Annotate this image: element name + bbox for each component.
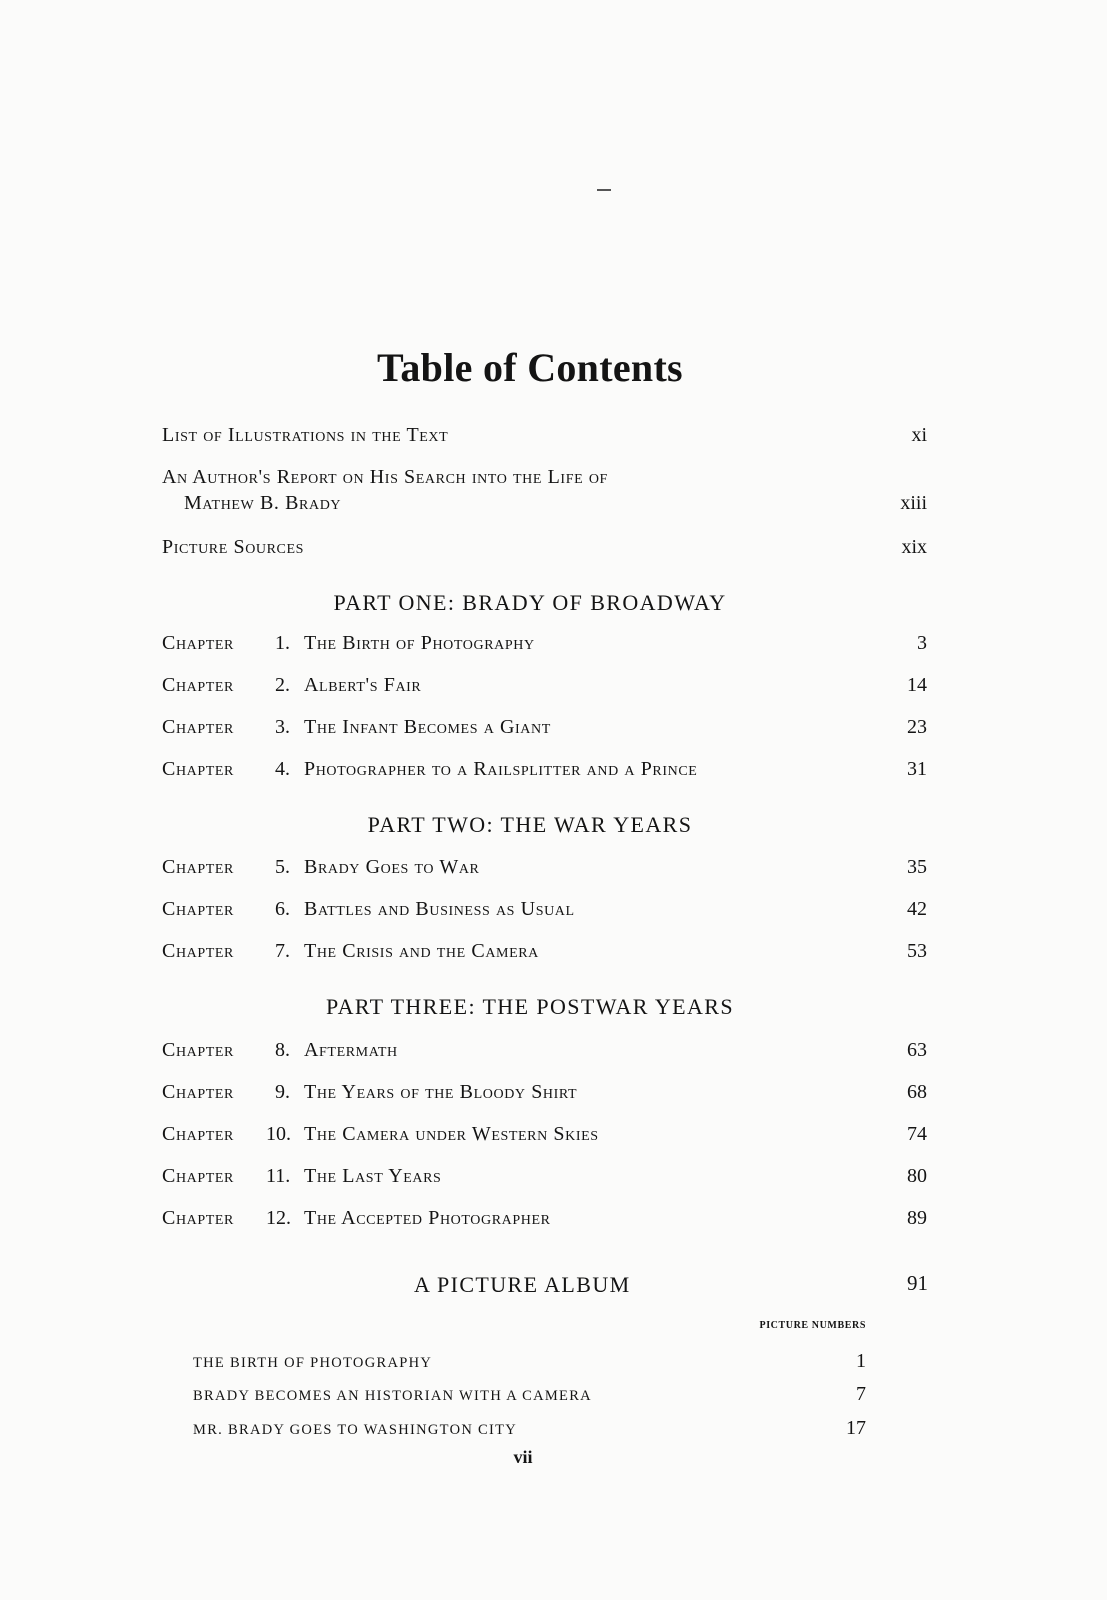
part-heading: PART THREE: THE POSTWAR YEARS: [325, 994, 735, 1019]
album-entry-label: THE BIRTH OF PHOTOGRAPHY: [193, 1355, 433, 1371]
album-entry-number: 17: [846, 1417, 866, 1439]
chapter-title: Albert's Fair: [304, 674, 422, 696]
chapter-entry: [162, 940, 927, 970]
chapter-number: 11.: [266, 1165, 291, 1187]
album-entry-label: BRADY BECOMES AN HISTORIAN WITH A CAMERA: [193, 1388, 592, 1404]
chapter-word: Chapter: [162, 632, 234, 654]
chapter-page: 53: [907, 940, 927, 962]
album-page: 91: [907, 1271, 928, 1295]
chapter-title: The Infant Becomes a Giant: [304, 716, 551, 738]
picture-numbers-header: PICTURE NUMBERS: [759, 1320, 866, 1331]
chapter-entry: [162, 1123, 927, 1153]
album-entry: [193, 1350, 866, 1383]
part-heading: PART ONE: BRADY OF BROADWAY: [333, 590, 727, 615]
chapter-number: 1.: [275, 632, 290, 654]
chapter-page: 68: [907, 1081, 927, 1103]
chapter-entry: [162, 1165, 927, 1195]
toc-entry-label: An Author's Report on His Search into the Life of: [162, 466, 608, 488]
chapter-word: Chapter: [162, 716, 234, 738]
chapter-entry: [162, 1207, 927, 1237]
chapter-entry: [162, 898, 927, 928]
chapter-title: The Crisis and the Camera: [304, 940, 539, 962]
chapter-word: Chapter: [162, 940, 234, 962]
chapter-page: 3: [917, 632, 927, 654]
chapter-number: 12.: [266, 1207, 291, 1229]
chapter-number: 3.: [275, 716, 290, 738]
chapter-entry: [162, 1081, 927, 1111]
chapter-number: 8.: [275, 1039, 290, 1061]
toc-entry-label: Picture Sources: [162, 536, 305, 558]
ornament-mark: [597, 189, 611, 191]
chapter-title: The Birth of Photography: [304, 632, 535, 654]
chapter-page: 35: [907, 856, 927, 878]
chapter-page: 74: [907, 1123, 927, 1145]
page-number: vii: [513, 1447, 533, 1467]
chapter-word: Chapter: [162, 674, 234, 696]
chapter-page: 31: [907, 758, 927, 780]
chapter-word: Chapter: [162, 1165, 234, 1187]
chapter-entry: [162, 758, 927, 788]
chapter-title: Aftermath: [304, 1039, 398, 1061]
chapter-entry: [162, 632, 927, 662]
album-entry: [193, 1383, 866, 1416]
part-heading: PART TWO: THE WAR YEARS: [367, 812, 693, 837]
chapter-entry: [162, 856, 927, 886]
page-title: Table of Contents: [377, 345, 683, 390]
toc-entry-author-report: [162, 466, 927, 514]
chapter-title: The Accepted Photographer: [304, 1207, 551, 1229]
chapter-page: 42: [907, 898, 927, 920]
album-entry: [193, 1417, 866, 1450]
chapter-entry: [162, 716, 927, 746]
album-entry-number: 1: [856, 1350, 866, 1372]
chapter-number: 6.: [275, 898, 290, 920]
toc-entry-page: xi: [911, 424, 927, 446]
chapter-word: Chapter: [162, 758, 234, 780]
chapter-word: Chapter: [162, 856, 234, 878]
chapter-title: Battles and Business as Usual: [304, 898, 575, 920]
chapter-page: 14: [907, 674, 927, 696]
chapter-title: The Years of the Bloody Shirt: [304, 1081, 578, 1103]
toc-entry-label: List of Illustrations in the Text: [162, 424, 449, 446]
chapter-entry: [162, 1039, 927, 1069]
chapter-number: 10.: [266, 1123, 291, 1145]
chapter-title: Photographer to a Railsplitter and a Prince: [304, 758, 698, 780]
toc-entry-label-continued: Mathew B. Brady: [184, 492, 342, 514]
chapter-number: 5.: [275, 856, 290, 878]
chapter-entry: [162, 674, 927, 704]
toc-entry-page: xix: [901, 536, 927, 558]
chapter-title: The Last Years: [304, 1165, 442, 1187]
chapter-title: Brady Goes to War: [304, 856, 480, 878]
toc-entry-page: xiii: [900, 492, 927, 514]
chapter-word: Chapter: [162, 1039, 234, 1061]
chapter-word: Chapter: [162, 898, 234, 920]
chapter-number: 7.: [275, 940, 290, 962]
chapter-page: 80: [907, 1165, 927, 1187]
album-heading: A PICTURE ALBUM: [414, 1272, 631, 1297]
chapter-page: 63: [907, 1039, 927, 1061]
chapter-word: Chapter: [162, 1123, 234, 1145]
chapter-page: 89: [907, 1207, 927, 1229]
chapter-title: The Camera under Western Skies: [304, 1123, 599, 1145]
chapter-word: Chapter: [162, 1207, 234, 1229]
album-entry-number: 7: [856, 1383, 866, 1405]
chapter-number: 4.: [275, 758, 290, 780]
chapter-word: Chapter: [162, 1081, 234, 1103]
chapter-page: 23: [907, 716, 927, 738]
toc-entry-picture-sources: [162, 536, 927, 566]
chapter-number: 9.: [275, 1081, 290, 1103]
toc-entry-list-of-illustrations: [162, 424, 927, 454]
album-entry-label: MR. BRADY GOES TO WASHINGTON CITY: [193, 1422, 518, 1438]
chapter-number: 2.: [275, 674, 290, 696]
